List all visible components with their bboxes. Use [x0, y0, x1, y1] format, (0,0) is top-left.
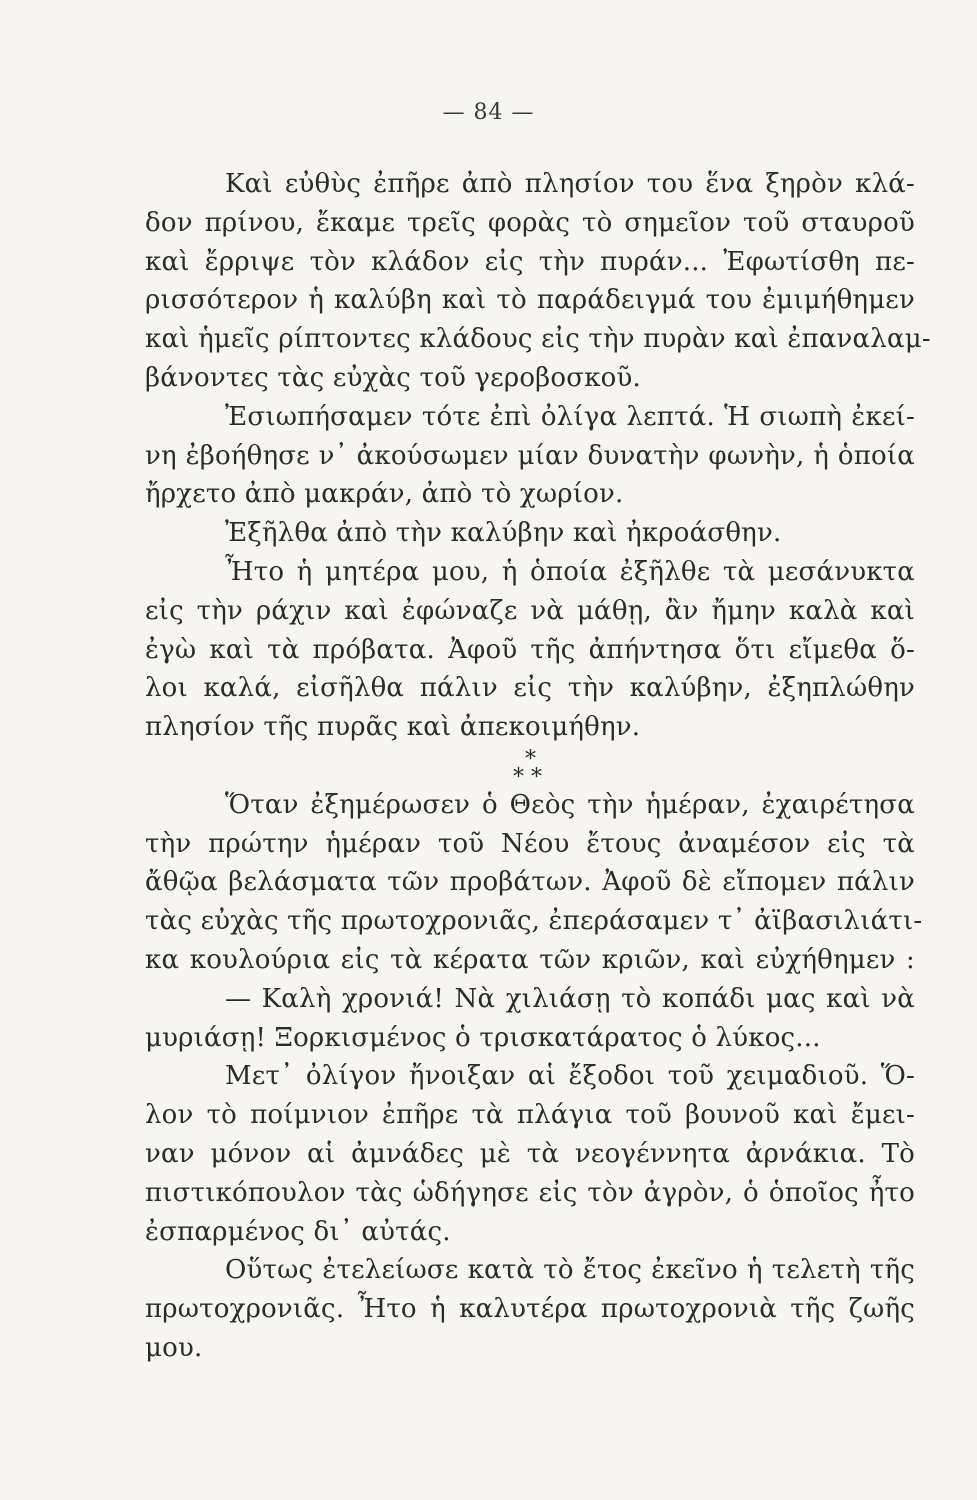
text-line: Ὅταν ἐξημέρωσεν ὁ Θεὸς τὴν ἡμέραν, ἐχαιρέτησα	[225, 789, 915, 820]
text-line: βάνοντες τὰς εὐχὰς τοῦ γεροβοσκοῦ.	[145, 362, 641, 393]
text-line: πιστικόπουλον τὰς ὡδήγησε εἰς τὸν ἀγρὸν, ὁ ὁποῖος ἦτο	[145, 1177, 915, 1208]
text-line: Ἐξῆλθα ἀπὸ τὴν καλύβην καὶ ἠκροάσθην.	[225, 518, 782, 549]
section-break-stars: * *	[513, 764, 542, 790]
text-line: — Καλὴ χρονιά! Νὰ χιλιάσῃ τὸ κοπάδι μας καὶ νὰ	[225, 983, 915, 1014]
text-line: λοι καλά, εἰσῆλθα πάλιν εἰς τὴν καλύβην, ἐξηπλώθην	[145, 673, 915, 704]
text-line: δον πρίνου, ἔκαμε τρεῖς φορὰς τὸ σημεῖον τοῦ σταυροῦ	[145, 207, 915, 238]
text-line: Μετ᾽ ὀλίγον ἤνοιξαν αἱ ἔξοδοι τοῦ χειμαδιοῦ. Ὅ-	[225, 1061, 915, 1092]
text-line: ἐσπαρμένος δι᾽ αὐτάς.	[145, 1216, 451, 1247]
text-line: μυριάσῃ! Ξορκισμένος ὁ τρισκατάρατος ὁ λύκος...	[145, 1022, 821, 1053]
text-line: καὶ ἡμεῖς ρίπτοντες κλάδους εἰς τὴν πυρὰν καὶ ἐπαναλαμ-	[145, 324, 931, 355]
text-line: κα κουλούρια εἰς τὰ κέρατα τῶν κριῶν, καὶ εὐχήθημεν :	[145, 944, 915, 975]
text-line: πρωτοχρονιᾶς. Ἦτο ἡ καλυτέρα πρωτοχρονιὰ τῆς ζωῆς	[145, 1294, 915, 1325]
page-number: — 84 —	[442, 100, 535, 125]
text-line: πλησίον τῆς πυρᾶς καὶ ἀπεκοιμήθην.	[145, 712, 641, 743]
text-line: ναν μόνον αἱ ἀμνάδες μὲ τὰ νεογέννητα ἀρνάκια. Τὸ	[145, 1138, 915, 1169]
text-line: ἤρχετο ἀπὸ μακράν, ἀπὸ τὸ χωρίον.	[145, 479, 624, 510]
body-text	[145, 165, 931, 1368]
text-line: ἐγὼ καὶ τὰ πρόβατα. Ἀφοῦ τῆς ἀπήντησα ὅτι εἴμεθα ὅ-	[145, 634, 915, 665]
text-line: Καὶ εὐθὺς ἐπῆρε ἀπὸ πλησίον του ἕνα ξηρὸν κλά-	[225, 169, 915, 199]
text-line: νη ἐβοήθησε ν᾽ ἀκούσωμεν μίαν δυνατὴν φωνὴν, ἡ ὁποία	[145, 440, 915, 471]
text-line: εἰς τὴν ράχιν καὶ ἐφώναζε νὰ μάθῃ, ἂν ἤμην καλὰ καὶ	[145, 595, 915, 626]
section-break	[145, 746, 915, 790]
text-line: ρισσότερον ἡ καλύβη καὶ τὸ παράδειγμά του ἐμιμήθημεν	[145, 285, 915, 316]
text-line: λον τὸ ποίμνιον ἐπῆρε τὰ πλάγια τοῦ βουνοῦ καὶ ἔμει-	[145, 1100, 915, 1131]
text-line: Ἦτο ἡ μητέρα μου, ἡ ὁποία ἐξῆλθε τὰ μεσάνυκτα	[225, 556, 915, 587]
text-line: τὰς εὐχὰς τῆς πρωτοχρονιᾶς, ἐπεράσαμεν τ᾽ ἀϊβασιλιάτι-	[145, 906, 923, 937]
text-line: τὴν πρώτην ἡμέραν τοῦ Νέου ἔτους ἀναμέσον εἰς τὰ	[145, 828, 915, 859]
text-line: καὶ ἔρριψε τὸν κλάδον εἰς τὴν πυράν... Ἐφωτίσθη πε-	[145, 246, 915, 277]
section-break-star: *	[525, 746, 536, 772]
text-line: Ἐσιωπήσαμεν τότε ἐπὶ ὀλίγα λεπτά. Ἡ σιωπὴ ἐκεί-	[225, 401, 915, 432]
text-line: Οὕτως ἐτελείωσε κατὰ τὸ ἔτος ἐκεῖνο ἡ τελετὴ τῆς	[225, 1255, 915, 1286]
text-line: μου.	[145, 1332, 203, 1363]
text-line: ἄθῷα βελάσματα τῶν προβάτων. Ἀφοῦ δὲ εἴπομεν πάλιν	[145, 867, 915, 898]
